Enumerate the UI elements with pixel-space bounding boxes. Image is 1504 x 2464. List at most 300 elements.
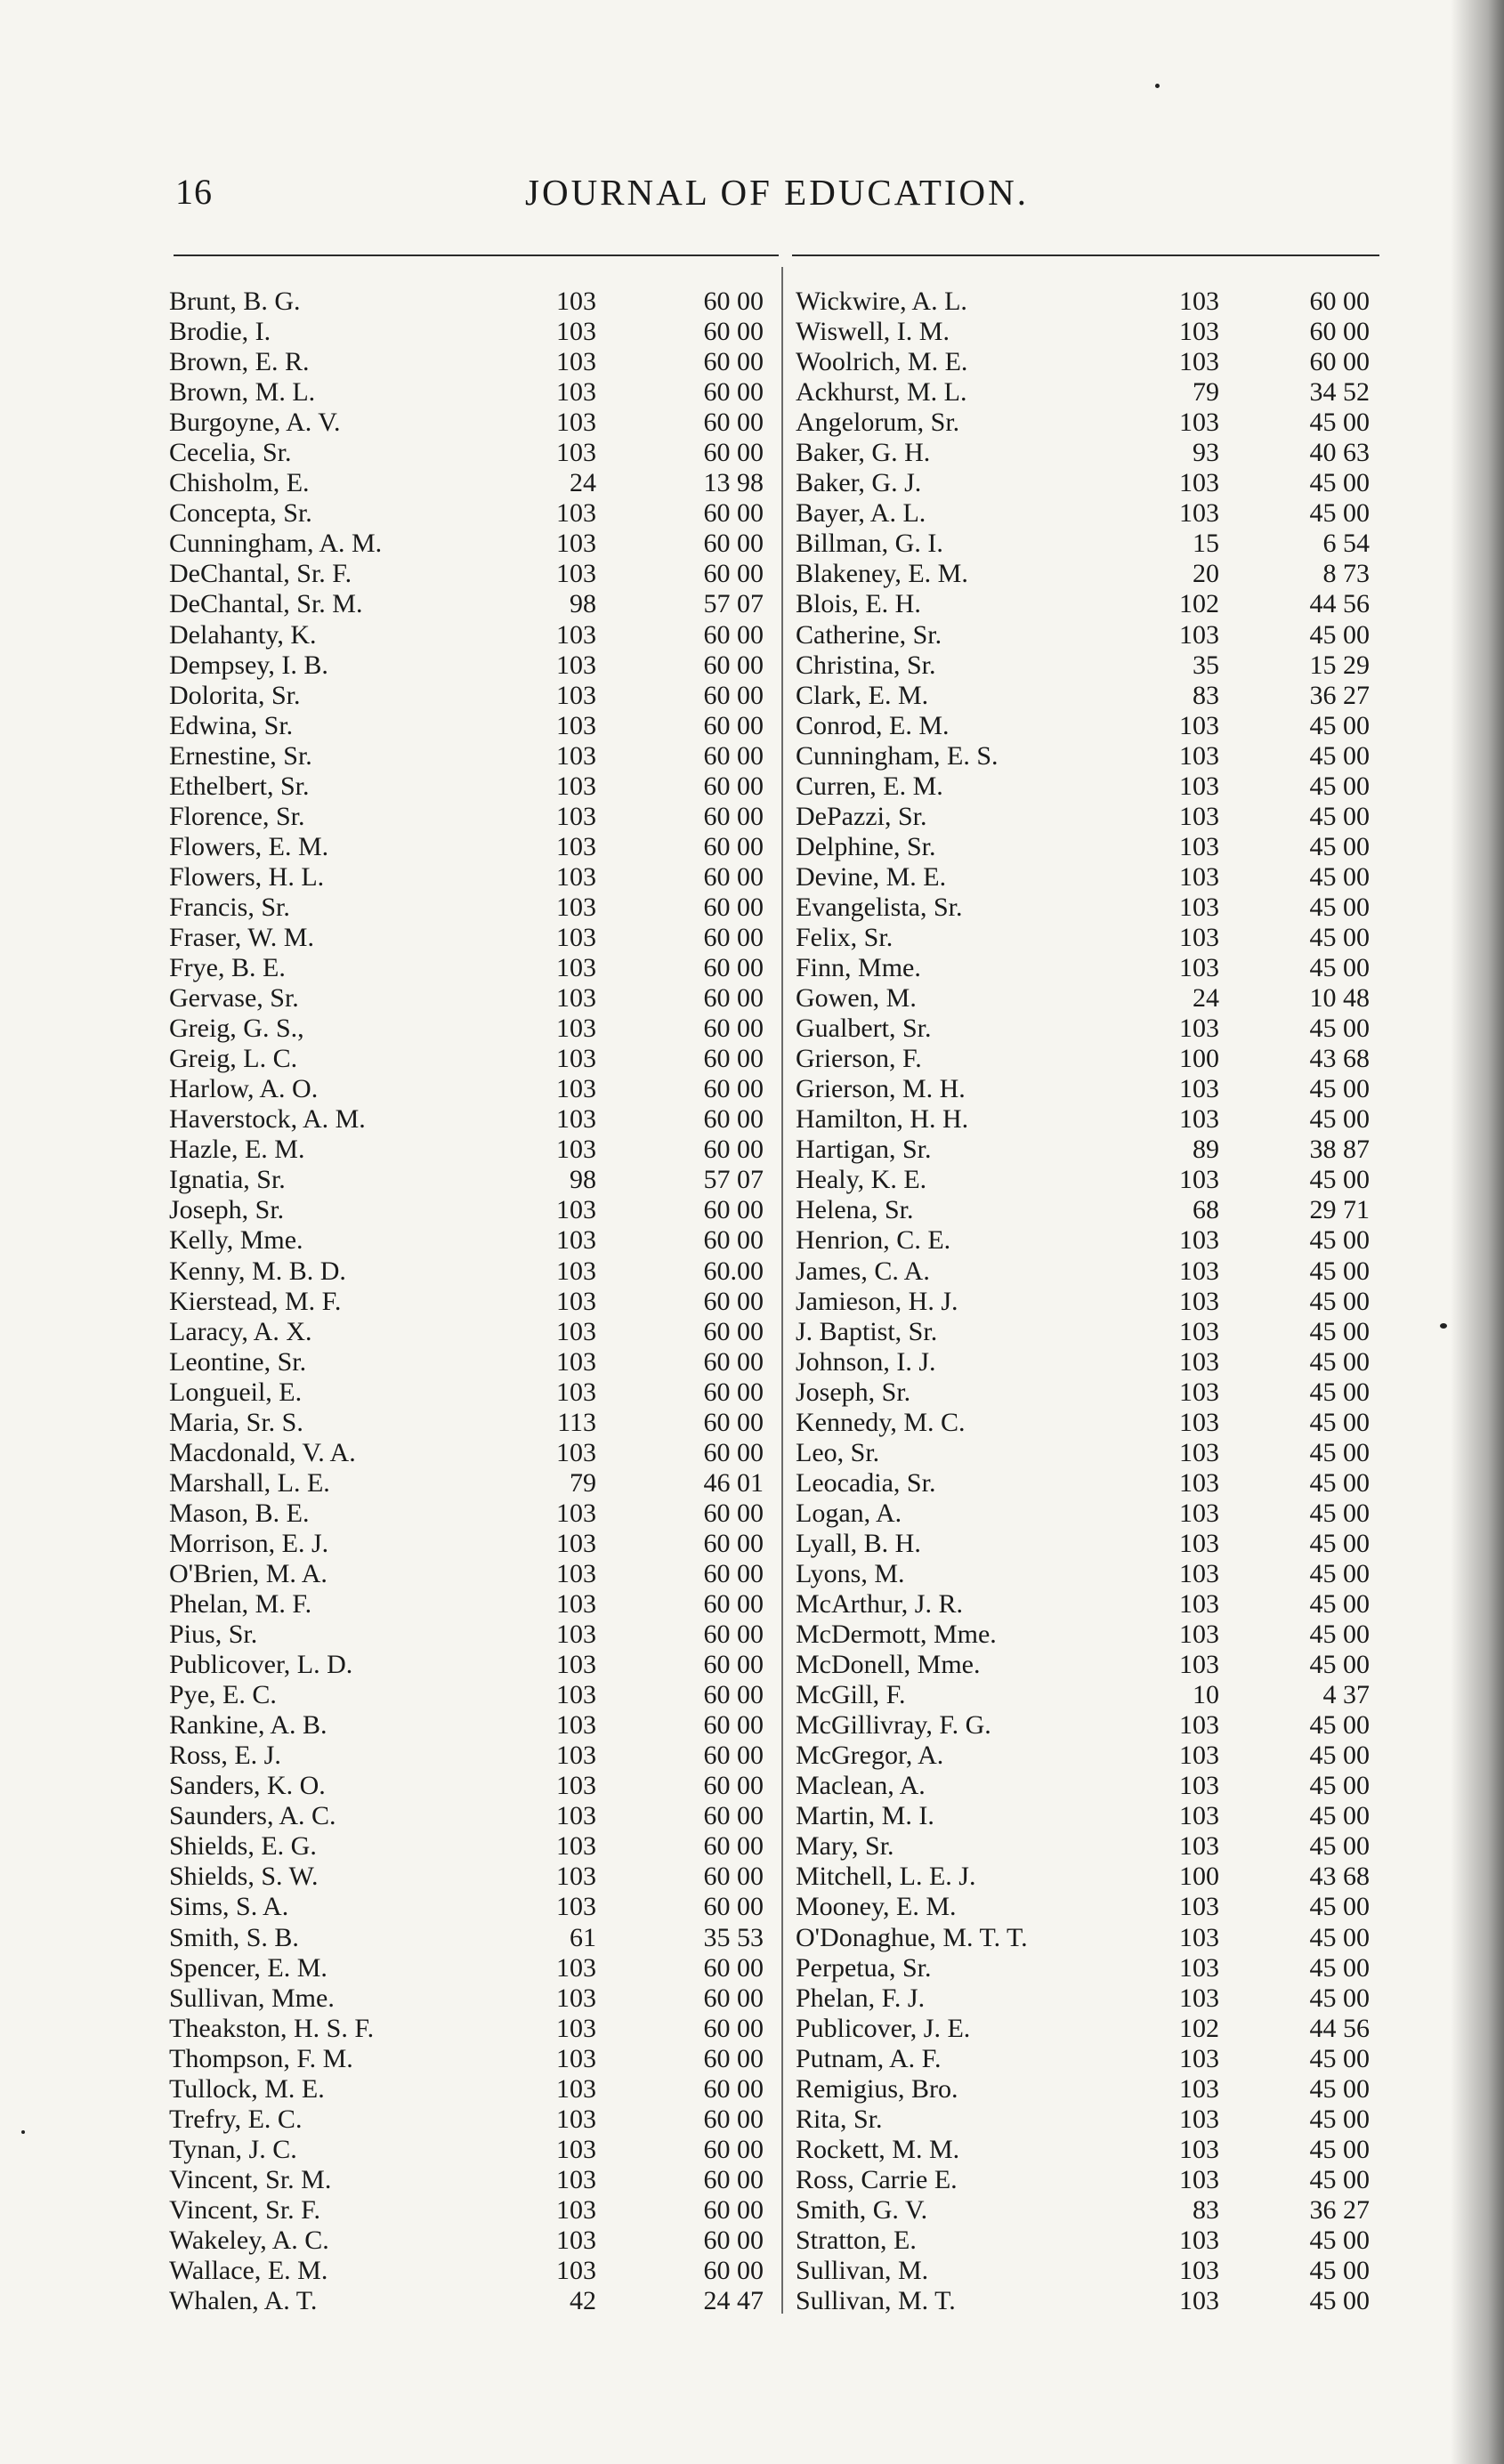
days-taught: 113 — [557, 1407, 596, 1437]
grant-amount: 60 00 — [703, 1741, 764, 1771]
days-taught: 103 — [1179, 1650, 1219, 1680]
days-taught: 103 — [556, 2013, 596, 2043]
teacher-name: Jamieson, H. J. — [796, 1286, 958, 1316]
table-row — [796, 408, 1374, 438]
teacher-name: Helena, Sr. — [796, 1195, 914, 1225]
speck — [21, 2130, 25, 2134]
table-row — [796, 1620, 1374, 1650]
teacher-name: Wallace, E. M. — [169, 2256, 328, 2286]
grant-amount: 60 00 — [703, 1104, 764, 1135]
teacher-name: Logan, A. — [796, 1498, 902, 1528]
days-taught: 103 — [1179, 1741, 1219, 1771]
table-row — [796, 893, 1374, 923]
teacher-name: Flowers, E. M. — [169, 831, 329, 861]
grant-amount: 60 00 — [1309, 347, 1370, 377]
teacher-name: Lyall, B. H. — [796, 1528, 921, 1558]
days-taught: 24 — [1193, 983, 1219, 1014]
table-row — [796, 862, 1374, 893]
teacher-name: Mason, B. E. — [169, 1498, 310, 1528]
table-row — [796, 559, 1374, 589]
days-taught: 103 — [1179, 1225, 1219, 1256]
grant-amount: 60 00 — [703, 529, 764, 559]
days-taught: 103 — [556, 710, 596, 740]
table-row — [169, 377, 774, 408]
teacher-name: Mooney, E. M. — [796, 1892, 957, 1922]
grant-amount: 60 00 — [703, 2256, 764, 2286]
teacher-name: DeChantal, Sr. M. — [169, 589, 363, 619]
days-taught: 103 — [1179, 922, 1219, 952]
days-taught: 103 — [556, 1135, 596, 1165]
table-row — [169, 559, 774, 589]
days-taught: 103 — [556, 1074, 596, 1104]
grant-amount: 40 63 — [1309, 438, 1370, 468]
table-row — [169, 620, 774, 650]
teacher-name: Macdonald, V. A. — [169, 1437, 356, 1467]
grant-amount: 45 00 — [1309, 1225, 1370, 1256]
teacher-name: Flowers, H. L. — [169, 861, 325, 892]
grant-amount: 60 00 — [703, 1437, 764, 1467]
days-taught: 103 — [1179, 953, 1219, 983]
grant-amount: 60 00 — [703, 1831, 764, 1862]
teacher-name: Angelorum, Sr. — [796, 408, 960, 438]
table-row — [169, 1468, 774, 1499]
teacher-name: O'Donaghue, M. T. T. — [796, 1922, 1028, 1952]
teacher-name: Wakeley, A. C. — [169, 2226, 329, 2255]
teacher-name: James, C. A. — [796, 1256, 930, 1286]
teacher-name: Mitchell, L. E. J. — [796, 1862, 976, 1892]
days-taught: 103 — [1179, 1014, 1219, 1044]
teacher-name: Felix, Sr. — [796, 922, 894, 952]
days-taught: 103 — [1179, 2226, 1219, 2255]
grant-amount: 60 00 — [703, 1225, 764, 1256]
teacher-name: Rankine, A. B. — [169, 1710, 327, 1741]
grant-amount: 45 00 — [1309, 1377, 1370, 1407]
grant-amount: 46 01 — [703, 1467, 764, 1498]
days-taught: 103 — [1179, 771, 1219, 801]
days-taught: 103 — [1179, 1346, 1219, 1377]
grant-amount: 60 00 — [703, 1135, 764, 1165]
teacher-name: Sims, S. A. — [169, 1892, 289, 1922]
table-row — [169, 529, 774, 559]
days-taught: 79 — [1193, 377, 1219, 408]
days-taught: 103 — [556, 317, 596, 347]
table-row — [169, 1014, 774, 1044]
days-taught: 103 — [1179, 801, 1219, 831]
teacher-name: Kenny, M. B. D. — [169, 1256, 346, 1286]
days-taught: 103 — [556, 771, 596, 801]
days-taught: 103 — [1179, 1316, 1219, 1346]
teacher-name: Gowen, M. — [796, 983, 917, 1014]
table-row — [169, 1225, 774, 1256]
days-taught: 103 — [556, 680, 596, 710]
grant-amount: 45 00 — [1309, 498, 1370, 529]
table-row — [796, 1983, 1374, 2014]
grant-amount: 60 00 — [1309, 287, 1370, 316]
teacher-name: Ignatia, Sr. — [169, 1165, 286, 1195]
table-row — [169, 2135, 774, 2165]
days-taught: 103 — [556, 1225, 596, 1256]
days-taught: 103 — [556, 1801, 596, 1831]
days-taught: 103 — [556, 408, 596, 438]
teacher-name: Finn, Mme. — [796, 953, 921, 983]
days-taught: 93 — [1193, 438, 1219, 468]
teacher-name: Gervase, Sr. — [169, 983, 299, 1014]
days-taught: 103 — [556, 953, 596, 983]
teacher-name: Leontine, Sr. — [169, 1346, 307, 1377]
days-taught: 103 — [1179, 1831, 1219, 1862]
teacher-name: Hartigan, Sr. — [796, 1135, 932, 1165]
days-taught: 102 — [1179, 2013, 1219, 2043]
grant-amount: 60 00 — [703, 619, 764, 650]
grant-amount: 45 00 — [1309, 2164, 1370, 2194]
days-taught: 103 — [1179, 831, 1219, 861]
days-taught: 98 — [570, 589, 596, 619]
grant-amount: 45 00 — [1309, 1983, 1370, 2013]
days-taught: 103 — [1179, 1074, 1219, 1104]
teacher-name: Marshall, L. E. — [169, 1467, 330, 1498]
grant-amount: 60 00 — [703, 1316, 764, 1346]
table-row — [796, 1165, 1374, 1195]
grant-amount: 60 00 — [703, 831, 764, 861]
grant-amount: 60 00 — [703, 1710, 764, 1741]
table-row — [169, 347, 774, 377]
table-row — [169, 1620, 774, 1650]
grant-amount: 60 00 — [703, 377, 764, 408]
days-taught: 103 — [556, 559, 596, 589]
table-row — [796, 1862, 1374, 1892]
days-taught: 103 — [1179, 2286, 1219, 2316]
days-taught: 103 — [1179, 1377, 1219, 1407]
right-column-list — [796, 287, 1374, 2316]
table-row — [796, 2044, 1374, 2074]
teacher-name: Tullock, M. E. — [169, 2073, 325, 2104]
teacher-name: Tynan, J. C. — [169, 2134, 297, 2164]
teacher-name: Dempsey, I. B. — [169, 650, 328, 680]
teacher-name: Vincent, Sr. M. — [169, 2164, 332, 2194]
days-taught: 103 — [1179, 1771, 1219, 1801]
teacher-name: Pius, Sr. — [169, 1620, 258, 1650]
grant-amount: 45 00 — [1309, 1831, 1370, 1862]
grant-amount: 45 00 — [1309, 1741, 1370, 1771]
days-taught: 103 — [556, 1528, 596, 1558]
grant-amount: 8 73 — [1322, 559, 1370, 589]
grant-amount: 60 00 — [703, 1862, 764, 1892]
teacher-name: McArthur, J. R. — [796, 1589, 963, 1620]
teacher-name: Sullivan, M. T. — [796, 2286, 956, 2316]
teacher-name: Conrod, E. M. — [796, 710, 950, 740]
grant-amount: 45 00 — [1309, 1528, 1370, 1558]
days-taught: 103 — [556, 1316, 596, 1346]
grant-amount: 44 56 — [1309, 2013, 1370, 2043]
grant-amount: 45 00 — [1309, 1589, 1370, 1620]
teacher-name: Blakeney, E. M. — [796, 559, 968, 589]
table-row — [796, 1771, 1374, 1801]
teacher-name: J. Baptist, Sr. — [796, 1316, 938, 1346]
days-taught: 20 — [1193, 559, 1219, 589]
grant-amount: 60 00 — [703, 740, 764, 771]
days-taught: 103 — [556, 2134, 596, 2164]
grant-amount: 60 00 — [703, 347, 764, 377]
teacher-name: DePazzi, Sr. — [796, 801, 927, 831]
table-row — [169, 1135, 774, 1165]
table-row — [796, 1710, 1374, 1741]
teacher-name: DeChantal, Sr. F. — [169, 559, 352, 589]
grant-amount: 45 00 — [1309, 831, 1370, 861]
grant-amount: 43 68 — [1309, 1044, 1370, 1074]
grant-amount: 45 00 — [1309, 1558, 1370, 1588]
grant-amount: 45 00 — [1309, 1922, 1370, 1952]
table-row — [796, 287, 1374, 317]
grant-amount: 60 00 — [703, 438, 764, 468]
teacher-name: Leo, Sr. — [796, 1437, 880, 1467]
teacher-name: Sullivan, Mme. — [169, 1983, 335, 2013]
days-taught: 103 — [1179, 1467, 1219, 1498]
grant-amount: 45 00 — [1309, 1346, 1370, 1377]
days-taught: 103 — [556, 1862, 596, 1892]
teacher-name: Ackhurst, M. L. — [796, 377, 967, 408]
table-row — [796, 802, 1374, 832]
grant-amount: 60 00 — [703, 771, 764, 801]
days-taught: 103 — [556, 922, 596, 952]
teacher-name: Sullivan, M. — [796, 2256, 929, 2286]
table-row — [796, 1104, 1374, 1135]
table-row — [169, 832, 774, 862]
days-taught: 103 — [556, 2256, 596, 2286]
grant-amount: 60 00 — [703, 2013, 764, 2043]
table-row — [169, 1862, 774, 1892]
table-row — [796, 438, 1374, 468]
table-row — [169, 1317, 774, 1347]
grant-amount: 60 00 — [703, 1589, 764, 1620]
days-taught: 24 — [570, 468, 596, 498]
days-taught: 103 — [1179, 2073, 1219, 2104]
days-taught: 103 — [556, 861, 596, 892]
table-row — [169, 953, 774, 983]
days-taught: 103 — [1179, 1892, 1219, 1922]
teacher-name: Lyons, M. — [796, 1558, 905, 1588]
teacher-name: Maclean, A. — [796, 1771, 926, 1801]
table-row — [796, 1225, 1374, 1256]
days-taught: 103 — [1179, 1922, 1219, 1952]
days-taught: 103 — [1179, 2256, 1219, 2286]
teacher-name: Cecelia, Sr. — [169, 438, 292, 468]
header-rule-left — [174, 254, 779, 256]
grant-amount: 38 87 — [1309, 1135, 1370, 1165]
grant-amount: 60 00 — [703, 1377, 764, 1407]
grant-amount: 45 00 — [1309, 1014, 1370, 1044]
days-taught: 103 — [556, 892, 596, 922]
grant-amount: 45 00 — [1309, 1771, 1370, 1801]
table-row — [796, 1589, 1374, 1620]
teacher-name: Pye, E. C. — [169, 1680, 277, 1710]
grant-amount: 60 00 — [703, 650, 764, 680]
speck — [1440, 1323, 1447, 1329]
days-taught: 103 — [1179, 498, 1219, 529]
table-row — [796, 1559, 1374, 1589]
table-row — [796, 1317, 1374, 1347]
table-row — [169, 650, 774, 681]
grant-amount: 60 00 — [703, 1771, 764, 1801]
teacher-name: Ross, E. J. — [169, 1741, 281, 1771]
table-row — [169, 1438, 774, 1468]
days-taught: 103 — [556, 1741, 596, 1771]
teacher-name: Grierson, F. — [796, 1044, 922, 1074]
teacher-name: Baker, G. H. — [796, 438, 931, 468]
table-row — [169, 1074, 774, 1104]
grant-amount: 45 00 — [1309, 1316, 1370, 1346]
table-row — [169, 862, 774, 893]
teacher-name: Publicover, L. D. — [169, 1650, 353, 1680]
days-taught: 103 — [556, 1377, 596, 1407]
grant-amount: 36 27 — [1309, 680, 1370, 710]
teacher-name: Brodie, I. — [169, 317, 271, 347]
days-taught: 15 — [1193, 529, 1219, 559]
days-taught: 103 — [1179, 740, 1219, 771]
days-taught: 68 — [1193, 1195, 1219, 1225]
days-taught: 103 — [556, 1014, 596, 1044]
grant-amount: 60 00 — [703, 287, 764, 316]
grant-amount: 45 00 — [1309, 1165, 1370, 1195]
teacher-name: Sanders, K. O. — [169, 1771, 326, 1801]
teacher-name: Theakston, H. S. F. — [169, 2013, 375, 2043]
teacher-name: McDonell, Mme. — [796, 1650, 981, 1680]
grant-amount: 60 00 — [703, 1558, 764, 1588]
teacher-name: Phelan, M. F. — [169, 1589, 312, 1620]
grant-amount: 45 00 — [1309, 1256, 1370, 1286]
table-row — [169, 1923, 774, 1953]
teacher-name: Smith, G. V. — [796, 2194, 928, 2225]
teacher-name: Wiswell, I. M. — [796, 317, 950, 347]
teacher-name: Cunningham, E. S. — [796, 740, 999, 771]
table-row — [796, 1680, 1374, 1710]
table-row — [169, 1953, 774, 1983]
grant-amount: 60 00 — [703, 2164, 764, 2194]
days-taught: 103 — [1179, 1286, 1219, 1316]
grant-amount: 45 00 — [1309, 2043, 1370, 2073]
grant-amount: 45 00 — [1309, 2073, 1370, 2104]
table-row — [169, 1801, 774, 1831]
days-taught: 102 — [1179, 589, 1219, 619]
table-row — [169, 983, 774, 1014]
days-taught: 103 — [556, 1650, 596, 1680]
days-taught: 103 — [556, 740, 596, 771]
teacher-name: Rockett, M. M. — [796, 2134, 960, 2164]
days-taught: 103 — [556, 287, 596, 316]
grant-amount: 60 00 — [703, 2043, 764, 2073]
grant-amount: 57 07 — [703, 1165, 764, 1195]
days-taught: 103 — [556, 1256, 596, 1286]
days-taught: 103 — [556, 1104, 596, 1135]
table-row — [796, 681, 1374, 711]
table-row — [796, 1831, 1374, 1862]
teacher-name: Delphine, Sr. — [796, 831, 936, 861]
teacher-name: Bayer, A. L. — [796, 498, 926, 529]
table-row — [169, 1195, 774, 1225]
grant-amount: 45 00 — [1309, 2256, 1370, 2286]
grant-amount: 60 00 — [703, 1498, 764, 1528]
teacher-name: Kelly, Mme. — [169, 1225, 303, 1256]
teacher-name: Chisholm, E. — [169, 468, 310, 498]
table-row — [169, 772, 774, 802]
table-row — [169, 1499, 774, 1529]
grant-amount: 45 00 — [1309, 468, 1370, 498]
table-row — [169, 2195, 774, 2226]
table-row — [169, 1983, 774, 2014]
table-row — [796, 2256, 1374, 2286]
teacher-name: Shields, E. G. — [169, 1831, 317, 1862]
grant-amount: 15 29 — [1309, 650, 1370, 680]
table-row — [169, 893, 774, 923]
days-taught: 10 — [1193, 1680, 1219, 1710]
days-taught: 103 — [1179, 1498, 1219, 1528]
days-taught: 103 — [556, 1558, 596, 1588]
days-taught: 103 — [556, 1498, 596, 1528]
grant-amount: 24 47 — [703, 2286, 764, 2316]
table-row — [796, 1044, 1374, 1074]
table-row — [796, 2074, 1374, 2104]
teacher-name: Gualbert, Sr. — [796, 1014, 932, 1044]
days-taught: 103 — [1179, 1952, 1219, 1983]
days-taught: 103 — [1179, 1983, 1219, 2013]
teacher-name: Shields, S. W. — [169, 1862, 319, 1892]
teacher-name: McGill, F. — [796, 1680, 906, 1710]
grant-amount: 45 00 — [1309, 740, 1370, 771]
days-taught: 100 — [1179, 1044, 1219, 1074]
teacher-name: Kennedy, M. C. — [796, 1407, 966, 1437]
grant-amount: 45 00 — [1309, 2134, 1370, 2164]
table-row — [169, 2226, 774, 2256]
table-row — [796, 832, 1374, 862]
days-taught: 103 — [556, 831, 596, 861]
grant-amount: 60 00 — [703, 1346, 764, 1377]
days-taught: 103 — [1179, 1256, 1219, 1286]
table-row — [796, 1499, 1374, 1529]
days-taught: 103 — [556, 983, 596, 1014]
table-row — [169, 1347, 774, 1377]
table-row — [796, 2286, 1374, 2316]
table-row — [169, 1741, 774, 1771]
table-row — [169, 1650, 774, 1680]
table-row — [796, 377, 1374, 408]
teacher-name: Evangelista, Sr. — [796, 892, 963, 922]
days-taught: 103 — [556, 1771, 596, 1801]
teacher-name: Longueil, E. — [169, 1377, 303, 1407]
table-row — [796, 2104, 1374, 2135]
table-row — [169, 1377, 774, 1408]
days-taught: 103 — [556, 1831, 596, 1862]
teacher-name: Martin, M. I. — [796, 1801, 934, 1831]
grant-amount: 45 00 — [1309, 1407, 1370, 1437]
days-taught: 103 — [556, 2043, 596, 2073]
teacher-name: Clark, E. M. — [796, 680, 929, 710]
table-row — [796, 317, 1374, 347]
teacher-name: Christina, Sr. — [796, 650, 936, 680]
table-row — [169, 1104, 774, 1135]
days-taught: 103 — [1179, 1104, 1219, 1135]
speck — [1155, 84, 1160, 88]
days-taught: 103 — [556, 1952, 596, 1983]
table-row — [796, 1438, 1374, 1468]
grant-amount: 45 00 — [1309, 1467, 1370, 1498]
table-row — [169, 802, 774, 832]
table-row — [796, 1650, 1374, 1680]
teacher-name: Johnson, I. J. — [796, 1346, 936, 1377]
table-row — [796, 1347, 1374, 1377]
days-taught: 103 — [1179, 1558, 1219, 1588]
grant-amount: 45 00 — [1309, 2104, 1370, 2134]
table-row — [796, 923, 1374, 953]
grant-amount: 60 00 — [703, 1286, 764, 1316]
